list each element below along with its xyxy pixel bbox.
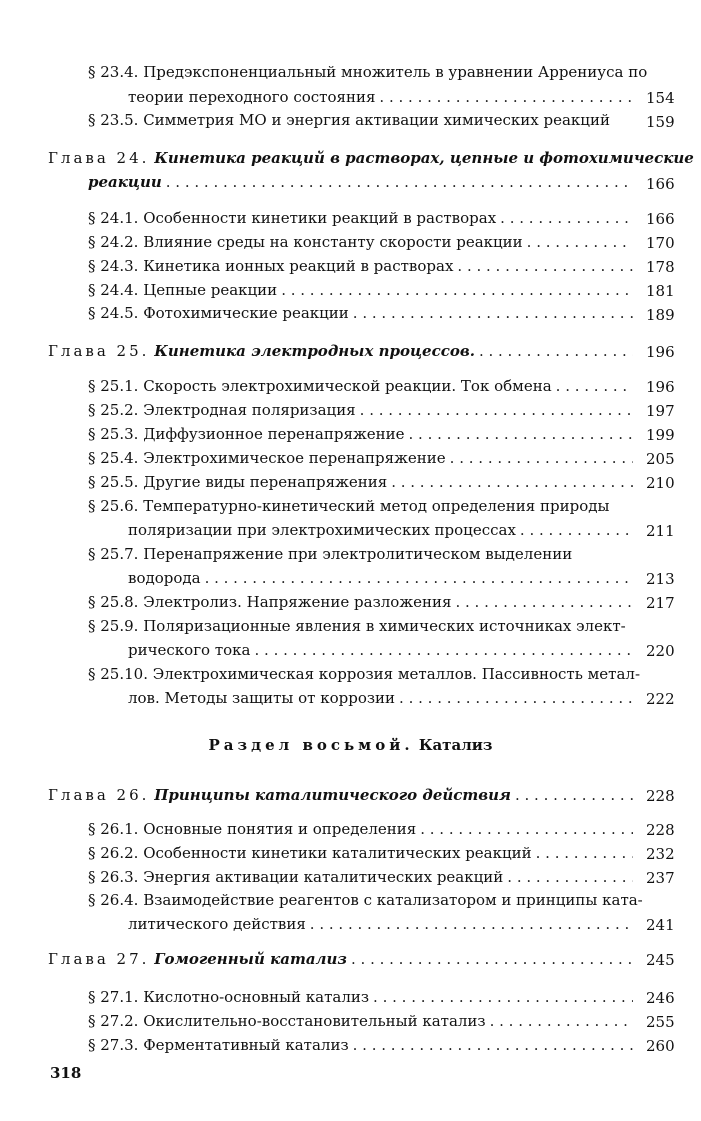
page-ref: 217 <box>646 594 675 612</box>
leader-dots <box>391 472 633 492</box>
page-ref: 181 <box>646 282 675 300</box>
leader-dots <box>536 843 633 863</box>
leader-dots <box>457 256 633 276</box>
chapter-title: реакции <box>88 173 162 191</box>
toc-entry-24-4 <box>88 280 633 300</box>
page-ref: 260 <box>646 1037 675 1055</box>
entry-text: § 25.5. Другие виды перенапряжения <box>88 473 388 491</box>
leader-dots <box>281 280 633 300</box>
toc-entry-23-4-cont <box>128 87 633 107</box>
leader-dots <box>450 448 633 468</box>
toc-entry-25-3 <box>88 424 633 444</box>
entry-text: § 24.3. Кинетика ионных реакций в растворах <box>88 257 454 275</box>
entry-text: литического действия <box>128 915 306 933</box>
toc-entry-25-5 <box>88 472 633 492</box>
chapter-label: Глава 27. <box>48 950 150 968</box>
page-ref: 210 <box>646 474 675 492</box>
entry-text: § 23.5. Симметрия МО и энергия активации химических реакций <box>88 111 610 129</box>
leader-dots <box>373 987 633 1007</box>
page-ref: 199 <box>646 426 675 444</box>
entry-text: § 26.1. Основные понятия и определения <box>88 820 417 838</box>
chapter-label: Глава 24. <box>48 149 150 167</box>
leader-dots <box>353 303 633 323</box>
page-ref: 205 <box>646 450 675 468</box>
page-ref: 220 <box>646 642 675 660</box>
toc-entry-25-9-cont <box>128 640 633 660</box>
toc-entry-26-1 <box>88 819 633 839</box>
toc-entry-25-2 <box>88 400 633 420</box>
entry-text: лов. Методы защиты от коррозии <box>128 689 396 707</box>
leader-dots <box>527 232 633 252</box>
page-ref: 189 <box>646 306 675 324</box>
page-ref: 213 <box>646 570 675 588</box>
leader-dots <box>205 568 633 588</box>
toc-entry-23-4 <box>88 62 648 82</box>
page-ref: 159 <box>646 113 675 131</box>
toc-entry-25-4 <box>88 448 633 468</box>
part-heading <box>0 734 701 756</box>
page-ref: 178 <box>646 258 675 276</box>
leader-dots <box>420 819 633 839</box>
entry-text: § 25.4. Электрохимическое перенапряжение <box>88 449 446 467</box>
entry-text: § 25.6. Температурно-кинетический метод определения природы <box>88 497 610 515</box>
leader-dots <box>507 867 633 887</box>
entry-text: § 26.3. Энергия активации каталитических реакций <box>88 868 504 886</box>
toc-entry-25-10 <box>88 664 641 684</box>
chapter-title: Кинетика реакций в растворах, цепные и фотохимические <box>154 149 694 167</box>
leader-dots <box>409 424 634 444</box>
page-ref: 228 <box>646 787 675 805</box>
entry-text: § 25.3. Диффузионное перенапряжение <box>88 425 405 443</box>
page-ref: 211 <box>646 522 675 540</box>
page-ref: 241 <box>646 916 675 934</box>
toc-entry-25-7 <box>88 544 633 564</box>
entry-text: § 26.2. Особенности кинетики каталитических реакций <box>88 844 532 862</box>
entry-text: § 27.2. Окислительно-восстановительный катализ <box>88 1012 486 1030</box>
leader-dots <box>351 949 633 969</box>
entry-text: § 25.2. Электродная поляризация <box>88 401 356 419</box>
toc-entry-27-1 <box>88 987 633 1007</box>
toc-entry-25-6 <box>88 496 633 516</box>
leader-dots <box>455 592 633 612</box>
leader-dots <box>399 688 633 708</box>
toc-entry-25-8 <box>88 592 633 612</box>
leader-dots <box>515 785 633 805</box>
leader-dots <box>353 1035 633 1055</box>
chapter-27-heading <box>48 949 633 969</box>
leader-dots <box>500 208 633 228</box>
toc-entry-25-6-cont <box>128 520 633 540</box>
toc-entry-24-2 <box>88 232 633 252</box>
leader-dots <box>490 1011 633 1031</box>
entry-text: § 25.9. Поляризационные явления в химических источниках элект- <box>88 617 626 635</box>
entry-text: § 25.8. Электролиз. Напряжение разложения <box>88 593 452 611</box>
leader-dots <box>479 341 633 361</box>
entry-text: § 23.4. Предэкспоненциальный множитель в уравнении Аррениуса по <box>88 63 648 81</box>
page-ref: 245 <box>646 951 675 969</box>
entry-text: рического тока <box>128 641 251 659</box>
toc-entry-26-3 <box>88 867 633 887</box>
chapter-label: Глава 26. <box>48 786 150 804</box>
toc-entry-25-10-cont <box>128 688 633 708</box>
entry-text: § 24.5. Фотохимические реакции <box>88 304 349 322</box>
page-ref: 197 <box>646 402 675 420</box>
entry-text: § 24.1. Особенности кинетики реакций в растворах <box>88 209 497 227</box>
page-ref: 170 <box>646 234 675 252</box>
chapter-24-heading <box>48 148 694 168</box>
entry-text: § 24.4. Цепные реакции <box>88 281 278 299</box>
page-ref: 232 <box>646 845 675 863</box>
entry-text: § 26.4. Взаимодействие реагентов с катализатором и принципы ката- <box>88 891 643 909</box>
leader-dots <box>556 376 633 396</box>
page-ref: 255 <box>646 1013 675 1031</box>
toc-entry-27-2 <box>88 1011 633 1031</box>
page-ref: 196 <box>646 343 675 361</box>
page-ref: 166 <box>646 175 675 193</box>
chapter-24-heading-cont <box>88 172 633 192</box>
part-title: Катализ <box>418 736 493 754</box>
toc-entry-27-3 <box>88 1035 633 1055</box>
entry-text: поляризации при электрохимических процессах <box>128 521 516 539</box>
chapter-26-heading <box>48 785 633 805</box>
chapter-title: Гомогенный катализ <box>154 950 347 968</box>
page-number: 318 <box>50 1064 82 1082</box>
page-ref: 222 <box>646 690 675 708</box>
toc-entry-24-3 <box>88 256 633 276</box>
entry-text: § 24.2. Влияние среды на константу скорости реакции <box>88 233 523 251</box>
entry-text: § 25.1. Скорость электрохимической реакции. Ток обмена <box>88 377 552 395</box>
page-ref: 166 <box>646 210 675 228</box>
chapter-title: Кинетика электродных процессов. <box>154 342 475 360</box>
leader-dots <box>255 640 633 660</box>
part-label: Раздел восьмой. <box>208 736 414 754</box>
entry-text: водорода <box>128 569 201 587</box>
leader-dots <box>166 172 633 192</box>
leader-dots <box>360 400 633 420</box>
toc-entry-25-7-cont <box>128 568 633 588</box>
toc-entry-23-5 <box>88 110 633 130</box>
toc-entry-25-1 <box>88 376 633 396</box>
toc-entry-24-1 <box>88 208 633 228</box>
toc-entry-26-4 <box>88 890 643 910</box>
entry-text: § 25.10. Электрохимическая коррозия металлов. Пассивность метал- <box>88 665 641 683</box>
page-ref: 196 <box>646 378 675 396</box>
chapter-title: Принципы каталитического действия <box>154 786 511 804</box>
toc-entry-24-5 <box>88 303 633 323</box>
page-ref: 246 <box>646 989 675 1007</box>
leader-dots <box>520 520 633 540</box>
page-ref: 237 <box>646 869 675 887</box>
toc-entry-26-2 <box>88 843 633 863</box>
entry-text: § 27.1. Кислотно-основный катализ <box>88 988 370 1006</box>
page-ref: 228 <box>646 821 675 839</box>
entry-text: § 25.7. Перенапряжение при электролитическом выделении <box>88 545 573 563</box>
chapter-25-heading <box>48 341 633 361</box>
entry-text: § 27.3. Ферментативный катализ <box>88 1036 349 1054</box>
leader-dots <box>310 914 633 934</box>
leader-dots <box>379 87 633 107</box>
page-ref: 154 <box>646 89 675 107</box>
entry-text: теории переходного состояния <box>128 88 376 106</box>
toc-entry-25-9 <box>88 616 633 636</box>
toc-entry-26-4-cont <box>128 914 633 934</box>
chapter-label: Глава 25. <box>48 342 150 360</box>
